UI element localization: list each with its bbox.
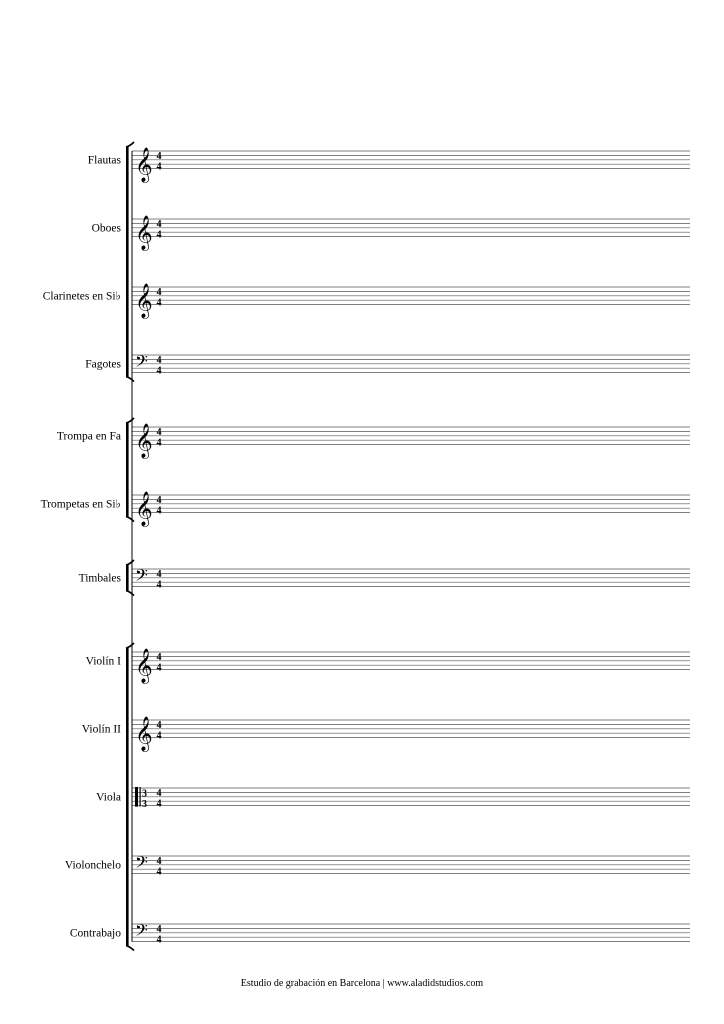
time-signature-numerator: 4 (156, 569, 162, 580)
alto-clef-icon: 3 (142, 799, 147, 811)
time-signature-numerator: 4 (156, 287, 162, 298)
time-signature-denominator: 4 (156, 505, 162, 517)
time-signature-numerator: 4 (156, 355, 162, 366)
treble-clef-icon: 𝄞 (135, 147, 153, 183)
bracket-strings (126, 648, 129, 946)
bass-clef-icon: 𝄢 (135, 852, 148, 876)
alto-clef-icon (140, 787, 141, 807)
treble-clef-icon: 𝄞 (135, 215, 153, 251)
time-signature-denominator: 4 (156, 229, 162, 241)
bracket-percussion (126, 565, 129, 591)
instrument-label: Timbales (78, 572, 121, 585)
bracket-hook-top (126, 418, 134, 423)
bracket-woodwinds (126, 147, 129, 377)
bracket-hook-bottom (126, 517, 134, 522)
treble-clef-icon: 𝄞 (135, 491, 153, 527)
instrument-label: Clarinetes en Si♭ (42, 290, 121, 303)
alto-clef-icon: 3 (142, 788, 147, 800)
time-signature-denominator: 4 (156, 934, 162, 946)
time-signature-numerator: 4 (156, 856, 162, 867)
time-signature-denominator: 4 (156, 161, 162, 173)
instrument-label: Trompetas en Si♭ (40, 498, 121, 511)
instrument-label: Violín I (85, 655, 121, 668)
treble-clef-icon: 𝄞 (135, 716, 153, 752)
time-signature-denominator: 4 (156, 662, 162, 674)
bracket-hook-bottom (126, 946, 134, 951)
time-signature-numerator: 4 (156, 427, 162, 438)
time-signature-numerator: 4 (156, 788, 162, 799)
bass-clef-icon: 𝄢 (135, 920, 148, 944)
time-signature-denominator: 4 (156, 579, 162, 591)
bracket-hook-top (126, 142, 134, 147)
alto-clef-icon (135, 787, 138, 807)
time-signature-denominator: 4 (156, 437, 162, 449)
instrument-label: Fagotes (85, 358, 121, 371)
instrument-label: Flautas (87, 154, 121, 167)
time-signature-numerator: 4 (156, 652, 162, 663)
time-signature-denominator: 4 (156, 866, 162, 878)
bass-clef-icon: 𝄢 (135, 565, 148, 589)
time-signature-numerator: 4 (156, 720, 162, 731)
instrument-label: Violonchelo (64, 859, 121, 872)
treble-clef-icon: 𝄞 (135, 648, 153, 684)
footer-text: Estudio de grabación en Barcelona | www.aladidstudios.com (240, 978, 484, 989)
bass-clef-icon: 𝄢 (135, 351, 148, 375)
time-signature-denominator: 4 (156, 730, 162, 742)
instrument-label: Violín II (81, 723, 121, 736)
instrument-label: Viola (96, 791, 121, 804)
instrument-label: Trompa en Fa (56, 430, 121, 443)
time-signature-numerator: 4 (156, 924, 162, 935)
time-signature-numerator: 4 (156, 219, 162, 230)
time-signature-denominator: 4 (156, 798, 162, 810)
treble-clef-icon: 𝄞 (135, 423, 153, 459)
instrument-label: Oboes (91, 222, 121, 235)
bracket-hook-top (126, 643, 134, 648)
time-signature-denominator: 4 (156, 365, 162, 377)
bracket-hook-bottom (126, 591, 134, 596)
treble-clef-icon: 𝄞 (135, 283, 153, 319)
instrument-label: Contrabajo (69, 927, 121, 940)
time-signature-numerator: 4 (156, 151, 162, 162)
bracket-hook-top (126, 560, 134, 565)
bracket-hook-bottom (126, 377, 134, 382)
bracket-brass (126, 423, 129, 517)
time-signature-denominator: 4 (156, 297, 162, 309)
time-signature-numerator: 4 (156, 495, 162, 506)
